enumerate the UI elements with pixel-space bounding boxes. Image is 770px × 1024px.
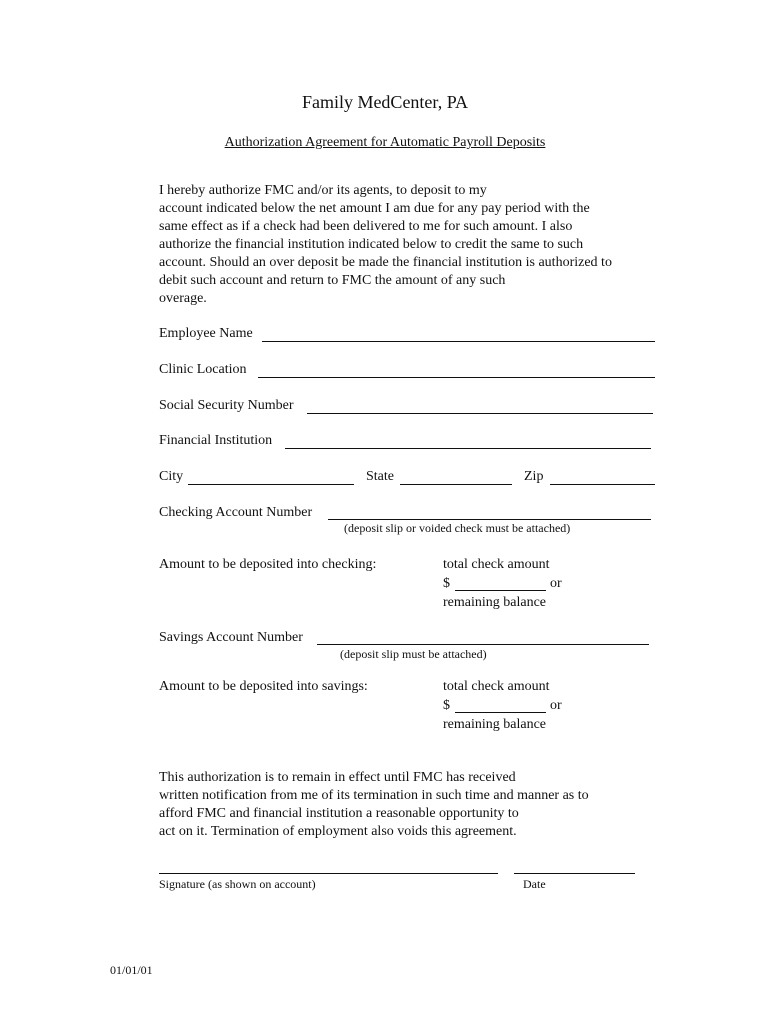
date-field[interactable] <box>514 873 635 874</box>
savings-account-field[interactable] <box>317 644 649 645</box>
closing-line: written notification from me of its termination in such time and manner as to <box>159 788 589 803</box>
intro-line: authorize the financial institution indicated below to credit the same to such <box>159 237 584 252</box>
savings-amount-label: Amount to be deposited into savings: <box>159 679 368 694</box>
checking-option-dollar-prefix: $ <box>443 576 450 591</box>
savings-dollar-field[interactable] <box>455 712 546 713</box>
clinic-location-field[interactable] <box>258 377 655 378</box>
state-field[interactable] <box>400 484 512 485</box>
savings-account-label: Savings Account Number <box>159 630 303 645</box>
page-subtitle <box>0 135 770 151</box>
closing-line: This authorization is to remain in effect until FMC has received <box>159 770 516 785</box>
closing-line: afford FMC and financial institution a reasonable opportunity to <box>159 806 519 821</box>
intro-line: debit such account and return to FMC the amount of any such <box>159 273 506 288</box>
page-title: Family MedCenter, PA <box>301 92 469 112</box>
closing-line: act on it. Termination of employment also voids this agreement. <box>159 824 517 839</box>
intro-line: same effect as if a check had been delivered to me for such amount. I also <box>159 219 573 234</box>
city-label: City <box>159 469 184 484</box>
closing-paragraph <box>159 769 589 841</box>
checking-option-total: total check amount <box>443 557 550 572</box>
savings-option-dollar-prefix: $ <box>443 698 450 713</box>
savings-option-total: total check amount <box>443 679 550 694</box>
intro-line: account indicated below the net amount I am due for any pay period with the <box>159 201 590 216</box>
checking-account-label: Checking Account Number <box>159 505 313 520</box>
employee-name-field[interactable] <box>262 341 655 342</box>
city-field[interactable] <box>188 484 354 485</box>
zip-label: Zip <box>524 469 544 484</box>
savings-option-remaining: remaining balance <box>443 717 547 732</box>
ssn-label: Social Security Number <box>159 398 294 413</box>
intro-line: I hereby authorize FMC and/or its agents, to deposit to my <box>159 183 487 198</box>
zip-field[interactable] <box>550 484 655 485</box>
checking-amount-label: Amount to be deposited into checking: <box>159 557 377 572</box>
employee-name-label: Employee Name <box>159 326 253 341</box>
savings-note: (deposit slip must be attached) <box>340 647 487 661</box>
financial-institution-field[interactable] <box>285 448 651 449</box>
checking-option-or: or <box>550 576 562 591</box>
ssn-field[interactable] <box>307 413 653 414</box>
financial-institution-label: Financial Institution <box>159 433 273 448</box>
checking-dollar-field[interactable] <box>455 590 546 591</box>
savings-option-or: or <box>550 698 562 713</box>
checking-note: (deposit slip or voided check must be attached) <box>344 521 571 535</box>
signature-label: Signature (as shown on account) <box>159 877 316 891</box>
checking-option-remaining: remaining balance <box>443 595 547 610</box>
state-label: State <box>366 469 394 484</box>
signature-field[interactable] <box>159 873 498 874</box>
clinic-location-label: Clinic Location <box>159 362 247 377</box>
form-date: 01/01/01 <box>110 963 153 977</box>
subtitle-text: Authorization Agreement for Automatic Payroll Deposits <box>224 135 546 150</box>
date-label: Date <box>523 877 546 891</box>
intro-paragraph <box>159 182 612 308</box>
intro-line: overage. <box>159 291 207 306</box>
intro-line: account. Should an over deposit be made the financial institution is authorized to <box>159 255 612 270</box>
checking-account-field[interactable] <box>328 519 651 520</box>
